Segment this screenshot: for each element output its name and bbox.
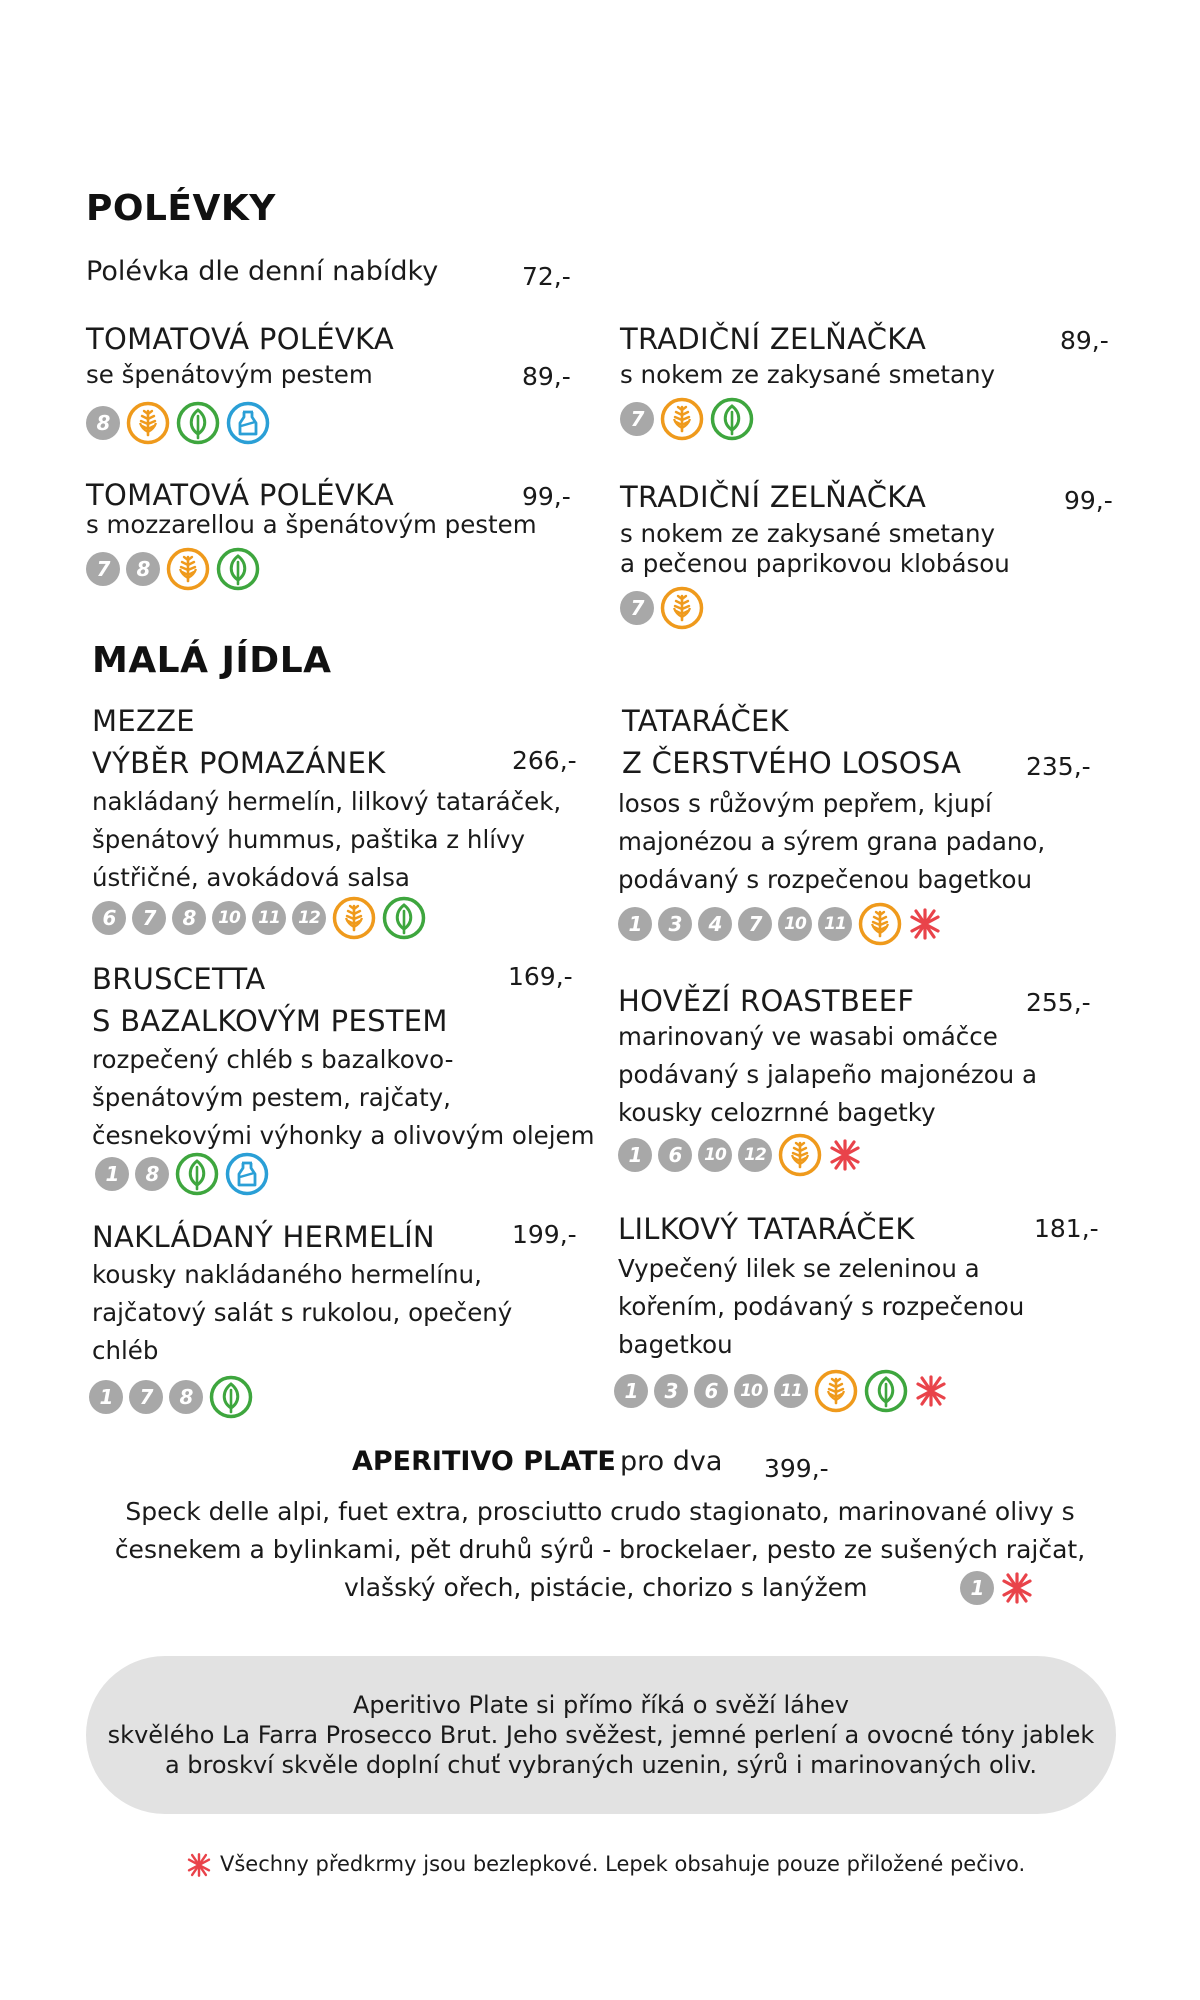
hermelin-allergens — [89, 1375, 253, 1419]
gluten-free-star-icon — [914, 1374, 948, 1408]
allergen-badge: 1 — [618, 907, 652, 941]
zelnacka-2-desc-1: s nokem ze zakysané smetany — [620, 519, 996, 548]
tatarak-desc-1: losos s růžovým pepřem, kjupí — [618, 789, 992, 818]
hermelin-desc-3: chléb — [92, 1336, 159, 1365]
gluten-free-star-icon — [186, 1852, 212, 1878]
allergen-badge: 10 — [212, 901, 246, 935]
allergen-badge: 7 — [620, 591, 654, 625]
allergen-badge: 10 — [778, 907, 812, 941]
tomato-soup-2-price: 99,- — [522, 482, 571, 511]
allergen-badge: 4 — [698, 907, 732, 941]
vegetarian-leaf-icon — [382, 896, 426, 940]
allergen-badge: 7 — [86, 552, 120, 586]
tatarak-desc-3: podávaný s rozpečenou bagetkou — [618, 865, 1032, 894]
gluten-free-star-icon — [908, 907, 942, 941]
roastbeef-name: HOVĚZÍ ROASTBEEF — [618, 984, 915, 1018]
vegetarian-leaf-icon — [175, 1152, 219, 1196]
zelnacka-1-allergens — [620, 397, 754, 441]
hermelin-price: 199,- — [512, 1220, 577, 1249]
tomato-soup-1-desc: se špenátovým pestem — [86, 360, 373, 389]
allergen-badge: 1 — [614, 1374, 648, 1408]
allergen-badge: 7 — [738, 907, 772, 941]
tomato-soup-1-name: TOMATOVÁ POLÉVKA — [86, 322, 394, 356]
mezze-name-1: MEZZE — [92, 704, 195, 738]
aperitivo-allergens — [960, 1571, 1034, 1605]
daily-soup-name: Polévka dle denní nabídky — [86, 256, 439, 287]
allergen-badge: 8 — [126, 552, 160, 586]
roastbeef-desc-3: kousky celozrnné bagetky — [618, 1098, 936, 1127]
pairing-line-2: skvělého La Farra Prosecco Brut. Jeho svěžest, jemné perlení a ovocné tóny jablek — [107, 1721, 1095, 1749]
allergen-badge: 8 — [135, 1157, 169, 1191]
lilek-desc-2: kořením, podávaný s rozpečenou — [618, 1292, 1025, 1321]
lilek-desc-1: Vypečený lilek se zeleninou a — [618, 1254, 980, 1283]
mezze-allergens — [92, 896, 426, 940]
allergen-badge: 11 — [252, 901, 286, 935]
allergen-badge: 6 — [92, 901, 126, 935]
tatarak-name-1: TATARÁČEK — [622, 704, 789, 738]
bruscetta-name-2: S BAZALKOVÝM PESTEM — [92, 1004, 448, 1038]
lactose-bottle-icon — [225, 1152, 269, 1196]
bruscetta-name-1: BRUSCETTA — [92, 962, 266, 996]
lactose-bottle-icon — [226, 401, 270, 445]
vegetarian-leaf-icon — [710, 397, 754, 441]
bruscetta-price: 169,- — [508, 962, 573, 991]
zelnacka-2-allergens — [620, 586, 704, 630]
allergen-badge: 3 — [654, 1374, 688, 1408]
allergen-badge: 12 — [292, 901, 326, 935]
allergen-badge: 12 — [738, 1138, 772, 1172]
tatarak-price: 235,- — [1026, 752, 1091, 781]
bruscetta-desc-2: špenátovým pestem, rajčaty, — [92, 1083, 451, 1112]
lilek-desc-3: bagetkou — [618, 1330, 733, 1359]
zelnacka-1-name: TRADIČNÍ ZELŇAČKA — [620, 322, 927, 356]
allergen-badge: 6 — [694, 1374, 728, 1408]
gluten-wheat-icon — [778, 1133, 822, 1177]
tomato-soup-2-allergens — [86, 547, 260, 591]
tatarak-name-2: Z ČERSTVÉHO LOSOSA — [622, 746, 962, 780]
roastbeef-desc-2: podávaný s jalapeño majonézou a — [618, 1060, 1038, 1089]
lilek-allergens — [614, 1369, 948, 1413]
gluten-wheat-icon — [660, 397, 704, 441]
bruscetta-allergens — [95, 1152, 269, 1196]
gluten-wheat-icon — [660, 586, 704, 630]
aperitivo-desc-1: Speck delle alpi, fuet extra, prosciutto crudo stagionato, marinované olivy s — [125, 1497, 1075, 1526]
mezze-price: 266,- — [512, 746, 577, 775]
bruscetta-desc-1: rozpečený chléb s bazalkovo- — [92, 1045, 454, 1074]
aperitivo-desc-2: česnekem a bylinkami, pět druhů sýrů - brockelaer, pesto ze sušených rajčat, — [114, 1535, 1086, 1564]
roastbeef-desc-1: marinovaný ve wasabi omáčce — [618, 1022, 998, 1051]
vegetarian-leaf-icon — [864, 1369, 908, 1413]
roastbeef-price: 255,- — [1026, 988, 1091, 1017]
gluten-free-star-icon — [828, 1138, 862, 1172]
gluten-wheat-icon — [858, 902, 902, 946]
vegetarian-leaf-icon — [176, 401, 220, 445]
tomato-soup-1-price: 89,- — [522, 362, 571, 391]
vegetarian-leaf-icon — [216, 547, 260, 591]
vegetarian-leaf-icon — [209, 1375, 253, 1419]
gluten-wheat-icon — [332, 896, 376, 940]
zelnacka-2-name: TRADIČNÍ ZELŇAČKA — [620, 480, 927, 514]
tomato-soup-2-name: TOMATOVÁ POLÉVKA — [86, 478, 394, 512]
zelnacka-1-desc: s nokem ze zakysané smetany — [620, 360, 996, 389]
pairing-line-1: Aperitivo Plate si přímo říká o svěží láhev — [352, 1691, 850, 1719]
allergen-badge: 8 — [169, 1380, 203, 1414]
prosecco-pairing-bubble — [86, 1656, 1116, 1814]
pairing-line-3: a broskví skvěle doplní chuť vybraných uzenin, sýrů i marinovaných oliv. — [164, 1751, 1038, 1779]
allergen-badge: 1 — [95, 1157, 129, 1191]
lilek-price: 181,- — [1034, 1214, 1099, 1243]
aperitivo-desc-3: vlašský ořech, pistácie, chorizo s lanýžem — [344, 1573, 868, 1602]
tomato-soup-1-allergens — [86, 401, 270, 445]
allergen-badge: 10 — [734, 1374, 768, 1408]
lilek-name: LILKOVÝ TATARÁČEK — [618, 1212, 915, 1246]
allergen-badge: 1 — [89, 1380, 123, 1414]
allergen-badge: 7 — [132, 901, 166, 935]
allergen-badge: 10 — [698, 1138, 732, 1172]
small-dishes-section-title: MALÁ JÍDLA — [92, 640, 332, 681]
zelnacka-1-price: 89,- — [1060, 326, 1109, 355]
mezze-desc-2: špenátový hummus, paštika z hlívy — [92, 825, 526, 854]
aperitivo-price: 399,- — [764, 1454, 829, 1483]
allergen-badge: 1 — [960, 1571, 994, 1605]
bruscetta-desc-3: česnekovými výhonky a olivovým olejem — [92, 1121, 595, 1150]
hermelin-desc-1: kousky nakládaného hermelínu, — [92, 1260, 482, 1289]
tomato-soup-2-desc: s mozzarellou a špenátovým pestem — [86, 510, 537, 539]
gluten-wheat-icon — [814, 1369, 858, 1413]
hermelin-desc-2: rajčatový salát s rukolou, opečený — [92, 1298, 513, 1327]
aperitivo-suffix: pro dva — [620, 1446, 723, 1477]
allergen-badge: 8 — [172, 901, 206, 935]
hermelin-name: NAKLÁDANÝ HERMELÍN — [92, 1220, 435, 1254]
allergen-badge: 3 — [658, 907, 692, 941]
zelnacka-2-desc-2: a pečenou paprikovou klobásou — [620, 549, 1010, 578]
allergen-badge: 8 — [86, 406, 120, 440]
allergen-badge: 1 — [618, 1138, 652, 1172]
allergen-badge: 11 — [774, 1374, 808, 1408]
zelnacka-2-price: 99,- — [1064, 486, 1113, 515]
footnote: Všechny předkrmy jsou bezlepkové. Lepek obsahuje pouze přiložené pečivo. — [220, 1852, 1026, 1876]
tatarak-desc-2: majonézou a sýrem grana padano, — [618, 827, 1046, 856]
allergen-badge: 7 — [620, 402, 654, 436]
gluten-free-star-icon — [1000, 1571, 1034, 1605]
mezze-desc-1: nakládaný hermelín, lilkový tataráček, — [92, 787, 562, 816]
allergen-badge: 11 — [818, 907, 852, 941]
aperitivo-name: APERITIVO PLATE — [352, 1446, 616, 1477]
gluten-wheat-icon — [166, 547, 210, 591]
allergen-badge: 7 — [129, 1380, 163, 1414]
soups-section-title: POLÉVKY — [86, 188, 276, 229]
tatarak-allergens — [618, 902, 942, 946]
allergen-badge: 6 — [658, 1138, 692, 1172]
mezze-name-2: VÝBĚR POMAZÁNEK — [92, 746, 386, 780]
roastbeef-allergens — [618, 1133, 862, 1177]
mezze-desc-3: ústřičné, avokádová salsa — [92, 863, 410, 892]
daily-soup-price: 72,- — [522, 262, 571, 291]
gluten-wheat-icon — [126, 401, 170, 445]
